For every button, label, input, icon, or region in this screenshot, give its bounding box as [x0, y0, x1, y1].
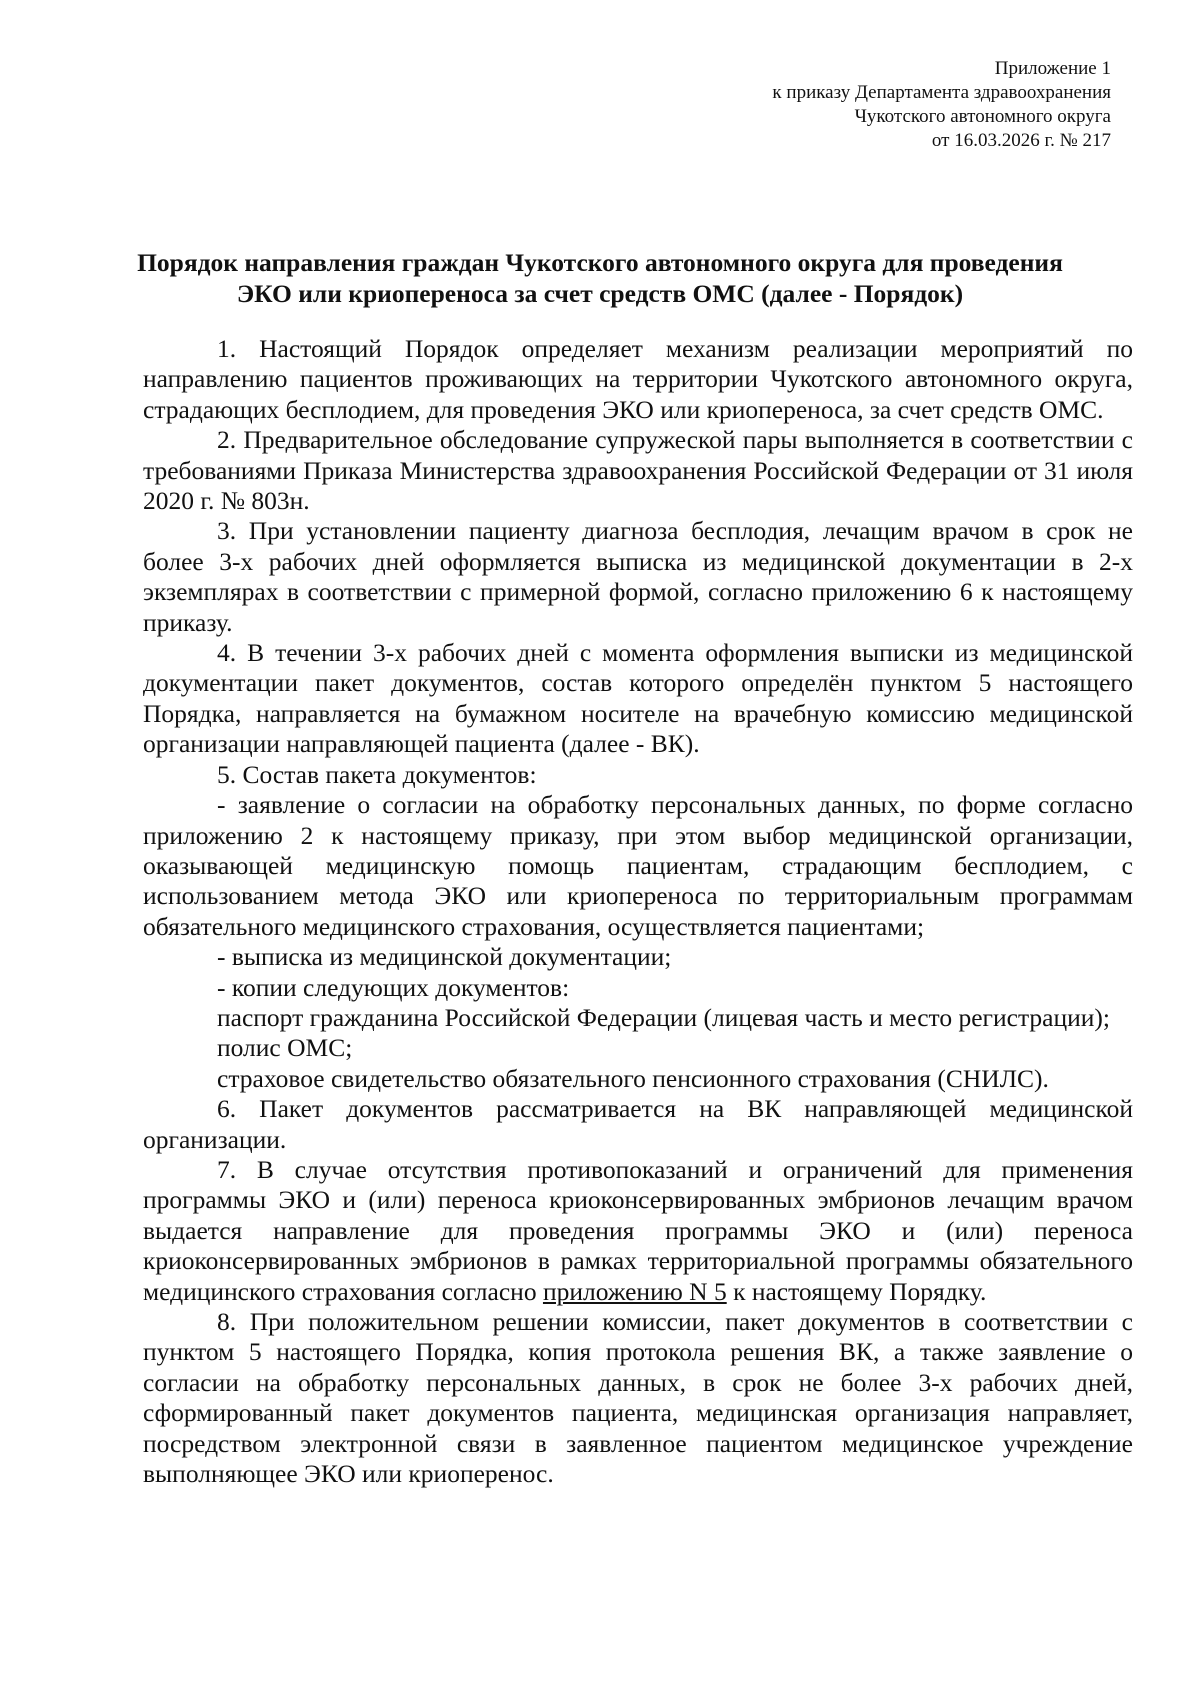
- paragraph-7: [143, 1155, 1133, 1307]
- document-title-line-2: ЭКО или криопереноса за счет средств ОМС (далее - Порядок): [236, 279, 964, 308]
- paragraph-3: 3. При установлении пациенту диагноза бесплодия, лечащим врачом в срок не более 3-х рабочих дней оформляется выписка из медицинской документации в 2-х экземплярах в соответствии с примерной формой, согласно приложению 6 к настоящему приказу.: [143, 516, 1133, 637]
- paragraph-5-item-extract: - выписка из медицинской документации;: [217, 942, 672, 972]
- paragraph-2: 2. Предварительное обследование супружеской пары выполняется в соответствии с требованиями Приказа Министерства здравоохранения Российской Федерации от 31 июля 2020 г. № 803н.: [143, 425, 1133, 516]
- paragraph-5-item-consent: - заявление о согласии на обработку персональных данных, по форме согласно приложению 2 к настоящему приказу, при этом выбор медицинской организации, оказывающей медицинскую помощь пациентам, страдающим бесплодием, с использованием метода ЭКО или криопереноса по территориальным программам обязательного медицинского страхования, осуществляется пациентами;: [143, 790, 1133, 941]
- paragraph-5-copy-snils: страховое свидетельство обязательного пенсионного страхования (СНИЛС).: [217, 1063, 1049, 1093]
- appendix-header-line-4: от 16.03.2026 г. № 217: [931, 130, 1111, 151]
- paragraph-5: 5. Состав пакета документов:: [217, 759, 537, 789]
- paragraph-8: 8. При положительном решении комиссии, пакет документов в соответствии с пунктом 5 настоящего Порядка, копия протокола решения ВК, а также заявление о согласии на обработку персональных данных, в срок не более 3-х рабочих дней, сформированный пакет документов пациента, медицинская организация направляет, посредством электронной связи в заявленное пациентом медицинское учреждение выполняющее ЭКО или криоперенос.: [143, 1307, 1133, 1489]
- document-title-line-1: Порядок направления граждан Чукотского автономного округа для проведения: [137, 248, 1063, 277]
- appendix-header: [772, 57, 1111, 153]
- appendix-header-line-3: Чукотского автономного округа: [854, 106, 1111, 127]
- paragraph-7-text-after: к настоящему Порядку.: [726, 1276, 987, 1306]
- appendix-header-line-2: к приказу Департамента здравоохранения: [772, 82, 1111, 103]
- paragraph-5-copy-passport: паспорт гражданина Российской Федерации (лицевая часть и место регистрации);: [217, 1002, 1110, 1032]
- document-title: [120, 247, 1080, 309]
- paragraph-4: 4. В течении 3-х рабочих дней с момента оформления выписки из медицинской документации пакет документов, состав которого определён пунктом 5 настоящего Порядка, направляется на бумажном носителе на врачебную комиссию медицинской организации направляющей пациента (далее - ВК).: [143, 638, 1133, 759]
- appendix-header-line-1: Приложение 1: [994, 58, 1111, 79]
- paragraph-5-copy-oms-policy: полис ОМС;: [217, 1033, 353, 1063]
- paragraph-5-item-copies: - копии следующих документов:: [217, 972, 570, 1002]
- appendix-5-link[interactable]: приложению N 5: [542, 1276, 727, 1306]
- paragraph-1: 1. Настоящий Порядок определяет механизм реализации мероприятий по направлению пациентов проживающих на территории Чукотского автономного округа, страдающих бесплодием, для проведения ЭКО или криопереноса, за счет средств ОМС.: [143, 334, 1133, 424]
- paragraph-7-text-before: 7. В случае отсутствия противопоказаний и ограничений для применения программы ЭКО и (или) переноса криоконсервированных эмбрионов лечащим врачом выдается направление для проведения программы ЭКО и (или) переноса криоконсервированных эмбрионов в рамках территориальной программы обязательного медицинского страхования согласно: [143, 1154, 1133, 1306]
- paragraph-6: 6. Пакет документов рассматривается на ВК направляющей медицинской организации.: [143, 1094, 1133, 1154]
- document-body: [143, 334, 1133, 1489]
